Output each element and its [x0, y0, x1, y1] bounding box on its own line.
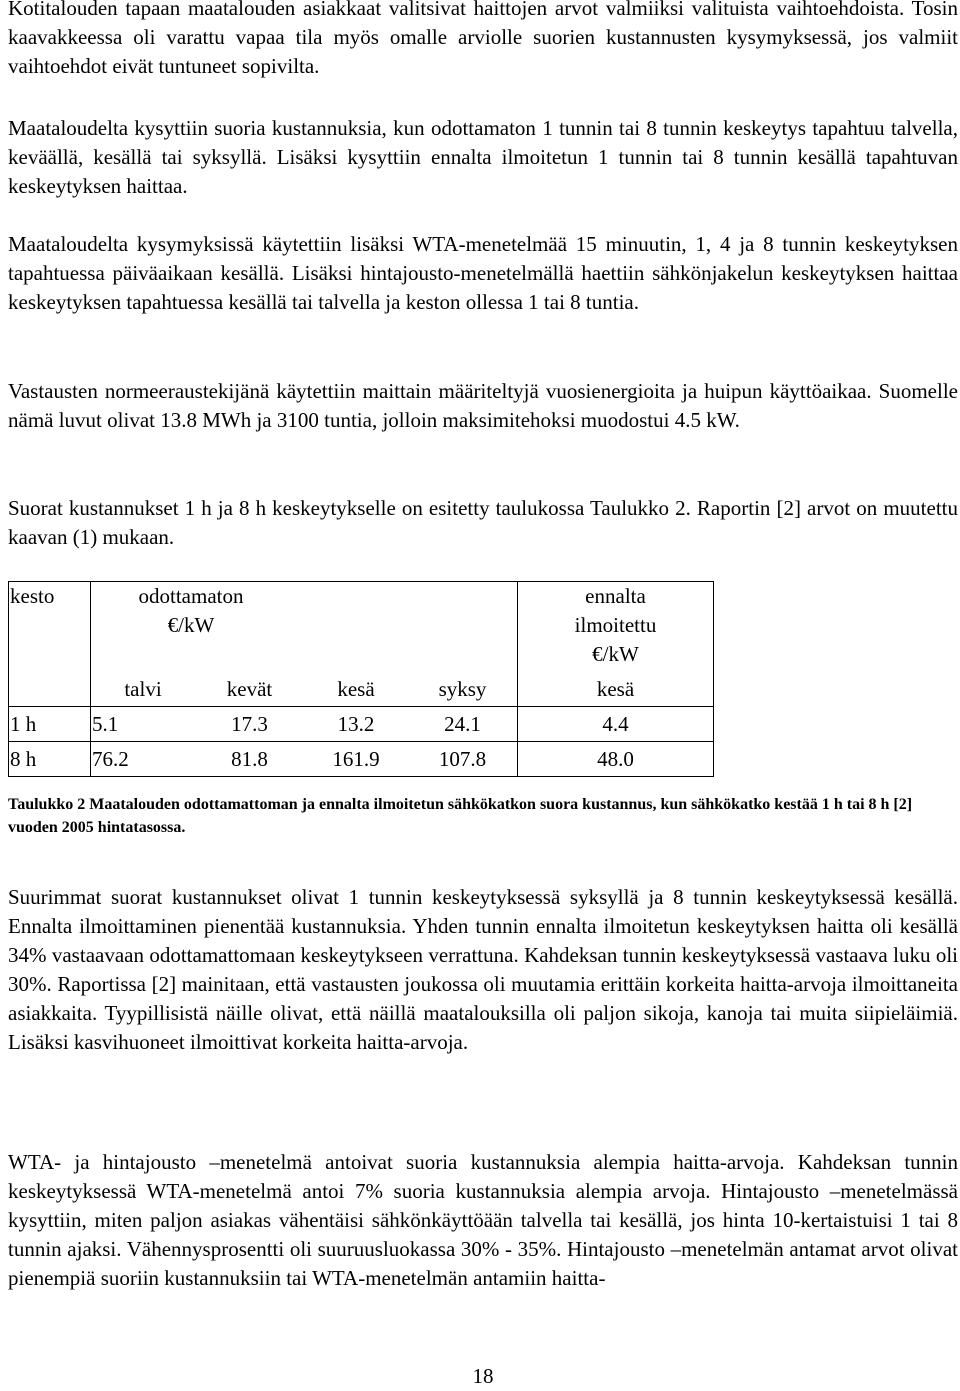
- header-kesto: kesto: [9, 582, 91, 707]
- season-syksy: syksy: [408, 672, 518, 707]
- table-cell: 161.9: [304, 742, 408, 777]
- header-odottamaton-unit: €/kW: [167, 613, 215, 637]
- header-ennalta-label-1: ennalta: [585, 584, 646, 608]
- row-label: 1 h: [9, 707, 91, 742]
- header-odottamaton: [91, 582, 518, 673]
- paragraph-4: Vastausten normeeraustekijänä käytettiin maittain määriteltyjä vuosienergioita ja huipun käyttöaikaa. Suomelle nämä luvut olivat 13.8 MWh ja 3100 tuntia, jolloin maksimitehoksi muodostui 4.5 kW.: [8, 379, 958, 432]
- season-kevat: kevät: [195, 672, 304, 707]
- table-caption: Taulukko 2 Maatalouden odottamattoman ja ennalta ilmoitetun sähkökatkon suora kustannus, kun sähkökatko kestää 1 h tai 8 h [2] vuoden 2005 hintatasossa.: [8, 796, 913, 836]
- header-odottamaton-label: odottamaton: [138, 584, 244, 608]
- paragraph-1: Kotitalouden tapaan maatalouden asiakkaat valitsivat haittojen arvot valmiiksi valituista vaihtoehdoista. Tosin kaavakkeessa oli varattu vapaa tila myös omalle arviolle suorien kustannusten kysymyksessä, jos valmiit vaihtoehdot eivät tuntuneet sopivilta.: [8, 0, 958, 78]
- table-cell: 48.0: [518, 742, 714, 777]
- cost-table: [8, 581, 714, 777]
- table-cell: 5.1: [91, 707, 196, 742]
- season-talvi: talvi: [91, 672, 196, 707]
- header-ennalta-unit: €/kW: [592, 642, 639, 666]
- season-kesa: kesä: [304, 672, 408, 707]
- paragraph-6: Suurimmat suorat kustannukset olivat 1 tunnin keskeytyksessä syksyllä ja 8 tunnin keskeytyksessä kesällä. Ennalta ilmoittaminen pienentää kustannuksia. Yhden tunnin ennalta ilmoitetun keskeytyksen haitta oli kesällä 34% vastaavaan odottamattomaan keskeytykseen verrattuna. Kahdeksan tunnin keskeytyksessä vastaava luku oli 30%. Raportissa [2] mainitaan, että vastausten joukossa oli muutamia erittäin korkeita haitta-arvoja ilmoittaneita asiakkaita. Tyypillisistä näille olivat, että näillä maatalouksilla oli paljon sikoja, kanoja tai muita siipieläimiä. Lisäksi kasvihuoneet ilmoittivat korkeita haitta-arvoja.: [8, 885, 958, 1054]
- table-cell: 107.8: [408, 742, 518, 777]
- season-kesa-ennalta: kesä: [518, 672, 714, 707]
- table-cell: 13.2: [304, 707, 408, 742]
- table-cell: 4.4: [518, 707, 714, 742]
- table-row: [9, 707, 714, 742]
- paragraph-2: Maataloudelta kysyttiin suoria kustannuksia, kun odottamaton 1 tunnin tai 8 tunnin keskeytys tapahtuu talvella, keväällä, kesällä tai syksyllä. Lisäksi kysyttiin ennalta ilmoitetun 1 tunnin tai 8 tunnin kesällä tapahtuvan keskeytyksen haittaa.: [8, 116, 958, 198]
- paragraph-3: Maataloudelta kysymyksissä käytettiin lisäksi WTA-menetelmää 15 minuutin, 1, 4 ja 8 tunnin keskeytyksen tapahtuessa päiväaikaan kesällä. Lisäksi hintajousto-menetelmällä haettiin sähkönjakelun keskeytyksen haittaa keskeytyksen tapahtuessa kesällä tai talvella ja keston ollessa 1 tai 8 tuntia.: [8, 232, 958, 314]
- header-ennalta-label-2: ilmoitettu: [574, 613, 657, 637]
- season-row: [9, 672, 714, 707]
- row-label: 8 h: [9, 742, 91, 777]
- table-row: [9, 742, 714, 777]
- table-header-row: [9, 582, 714, 673]
- page-number: 18: [472, 1364, 494, 1388]
- paragraph-7: WTA- ja hintajousto –menetelmä antoivat suoria kustannuksia alempia haitta-arvoja. Kahdeksan tunnin keskeytyksessä WTA-menetelmä antoi 7% suoria kustannuksia alempia arvoja. Hintajousto –menetelmässä kysyttiin, miten paljon asiakas vähentäisi sähkönkäyttöään talvella tai kesällä, jos hinta 10-kertaistuisi 1 tai 8 tunnin ajaksi. Vähennysprosentti oli suuruusluokassa 30% - 35%. Hintajousto –menetelmän antamat arvot olivat pienempiä suoriin kustannuksiin tai WTA-menetelmän antamiin haitta-: [8, 1150, 958, 1290]
- table-cell: 81.8: [195, 742, 304, 777]
- table-cell: 24.1: [408, 707, 518, 742]
- header-ennalta: [518, 582, 714, 673]
- table-cell: 17.3: [195, 707, 304, 742]
- paragraph-5: Suorat kustannukset 1 h ja 8 h keskeytykselle on esitetty taulukossa Taulukko 2. Raportin [2] arvot on muutettu kaavan (1) mukaan.: [8, 496, 958, 549]
- table-cell: 76.2: [91, 742, 196, 777]
